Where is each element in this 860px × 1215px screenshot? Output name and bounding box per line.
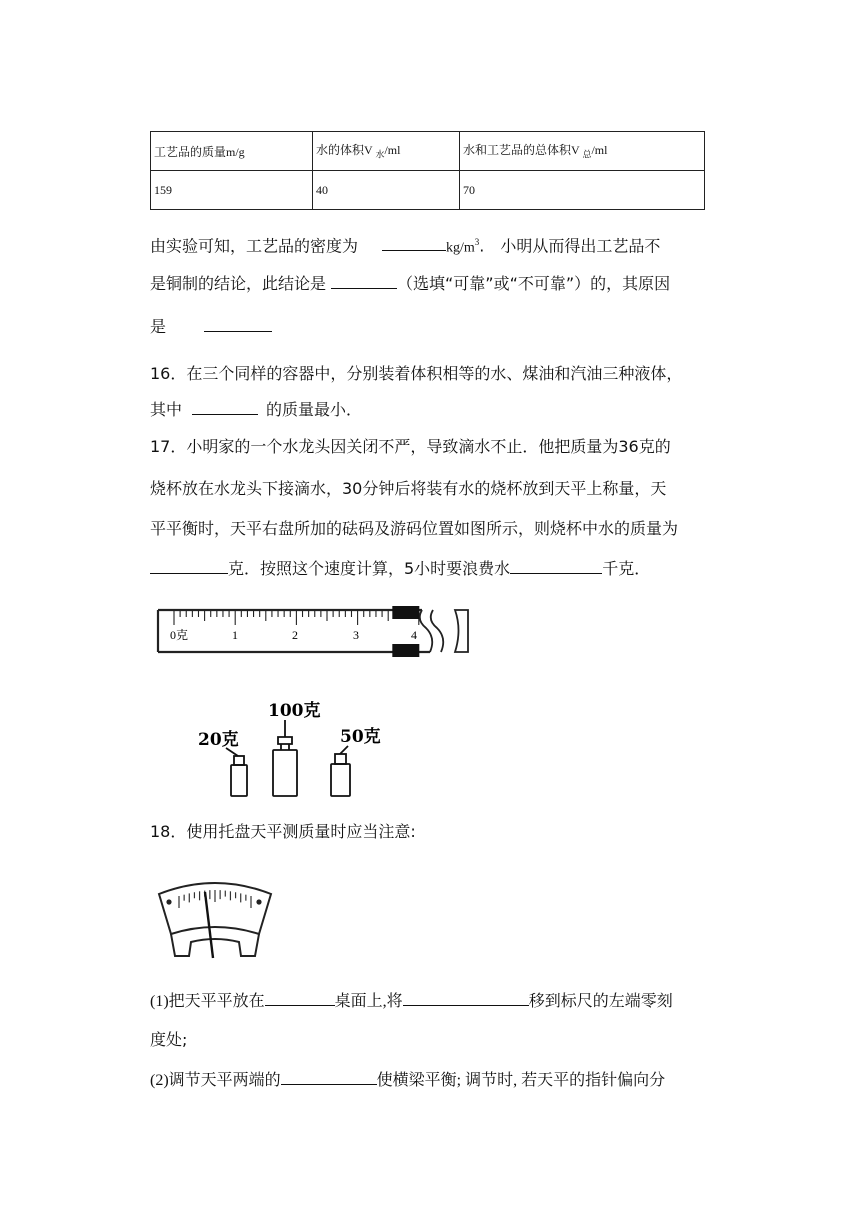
- table-header-row: [151, 132, 705, 171]
- q16-line-2: 其中 的质量最小．: [150, 400, 363, 419]
- weight-label-100g: 100克: [268, 701, 321, 721]
- q15-line-2: 是铜制的结论，此结论是 （选填“可靠”或“不可靠”）的，其原因: [150, 274, 671, 293]
- weight-label-20g: 20克: [198, 730, 239, 750]
- ruler-label-0: 0克: [170, 628, 189, 642]
- answer-blank-liquid[interactable]: [192, 399, 258, 415]
- q17-line-3: 平平衡时，天平右盘所加的砝码及游码位置如图所示，则烧杯中水的质量为: [150, 519, 679, 538]
- q18-item-1-cont: 度处;: [150, 1030, 188, 1049]
- answer-blank-wasted-water[interactable]: [510, 558, 602, 574]
- ruler-label-2: 2: [292, 628, 298, 642]
- table-header-water-volume: 水的体积V $_水$/ml: [313, 132, 460, 171]
- ruler-label-1: 1: [232, 628, 238, 642]
- weights-figure: [190, 692, 400, 802]
- q16-line-1: 16．在三个同样的容器中，分别装着体积相等的水、煤油和汽油三种液体，: [150, 364, 683, 383]
- answer-blank-nut[interactable]: [281, 1069, 377, 1085]
- q18-item-2: (2)调节天平两端的 使横梁平衡; 调节时, 若天平的指针偏向分: [150, 1069, 665, 1091]
- rider-slider-top: [392, 606, 419, 619]
- answer-blank-rider[interactable]: [403, 990, 529, 1006]
- balance-pointer-figure: [155, 876, 275, 966]
- ruler-label-3: 3: [353, 628, 359, 642]
- table-cell-total-volume: 70: [460, 171, 705, 210]
- answer-blank-water-mass[interactable]: [150, 558, 228, 574]
- weight-100g-icon: [273, 720, 297, 796]
- table-cell-water-volume: 40: [313, 171, 460, 210]
- answer-blank-reliability[interactable]: [331, 273, 397, 289]
- q17-line-1: 17．小明家的一个水龙头因关闭不严，导致滴水不止．他把质量为36克的: [150, 437, 671, 456]
- table-row: [151, 171, 705, 210]
- rider-slider-bottom: [392, 644, 419, 657]
- q15-line-3: 是: [150, 316, 272, 337]
- q17-line-2: 烧杯放在水龙头下接滴水，30分钟后将装有水的烧杯放到天平上称量，天: [150, 479, 667, 498]
- table-header-mass: 工艺品的质量m/g: [151, 132, 313, 171]
- table-cell-mass: 159: [151, 171, 313, 210]
- balance-ruler-figure: [150, 600, 480, 670]
- table-header-total-volume: 水和工艺品的总体积V $_总$/ml: [460, 132, 705, 171]
- answer-blank-density[interactable]: [382, 235, 446, 251]
- q18-title: 18．使用托盘天平测质量时应当注意:: [150, 822, 416, 841]
- data-table: [150, 131, 705, 210]
- answer-blank-reason[interactable]: [204, 316, 272, 332]
- q17-line-4: 克．按照这个速度计算，5小时要浪费水 千克．: [150, 558, 650, 579]
- weight-label-50g: 50克: [340, 727, 381, 747]
- q15-line-1: 由实验可知，工艺品的密度为 $kg/m^3$. 小明从而得出工艺品不: [150, 236, 661, 256]
- q18-item-1: (1)把天平平放在 桌面上,将 移到标尺的左端零刻: [150, 990, 673, 1012]
- weight-50g-icon: [331, 746, 350, 796]
- ruler-label-4: 4: [411, 628, 417, 642]
- weight-20g-icon: [226, 748, 247, 796]
- answer-blank-surface[interactable]: [265, 990, 335, 1006]
